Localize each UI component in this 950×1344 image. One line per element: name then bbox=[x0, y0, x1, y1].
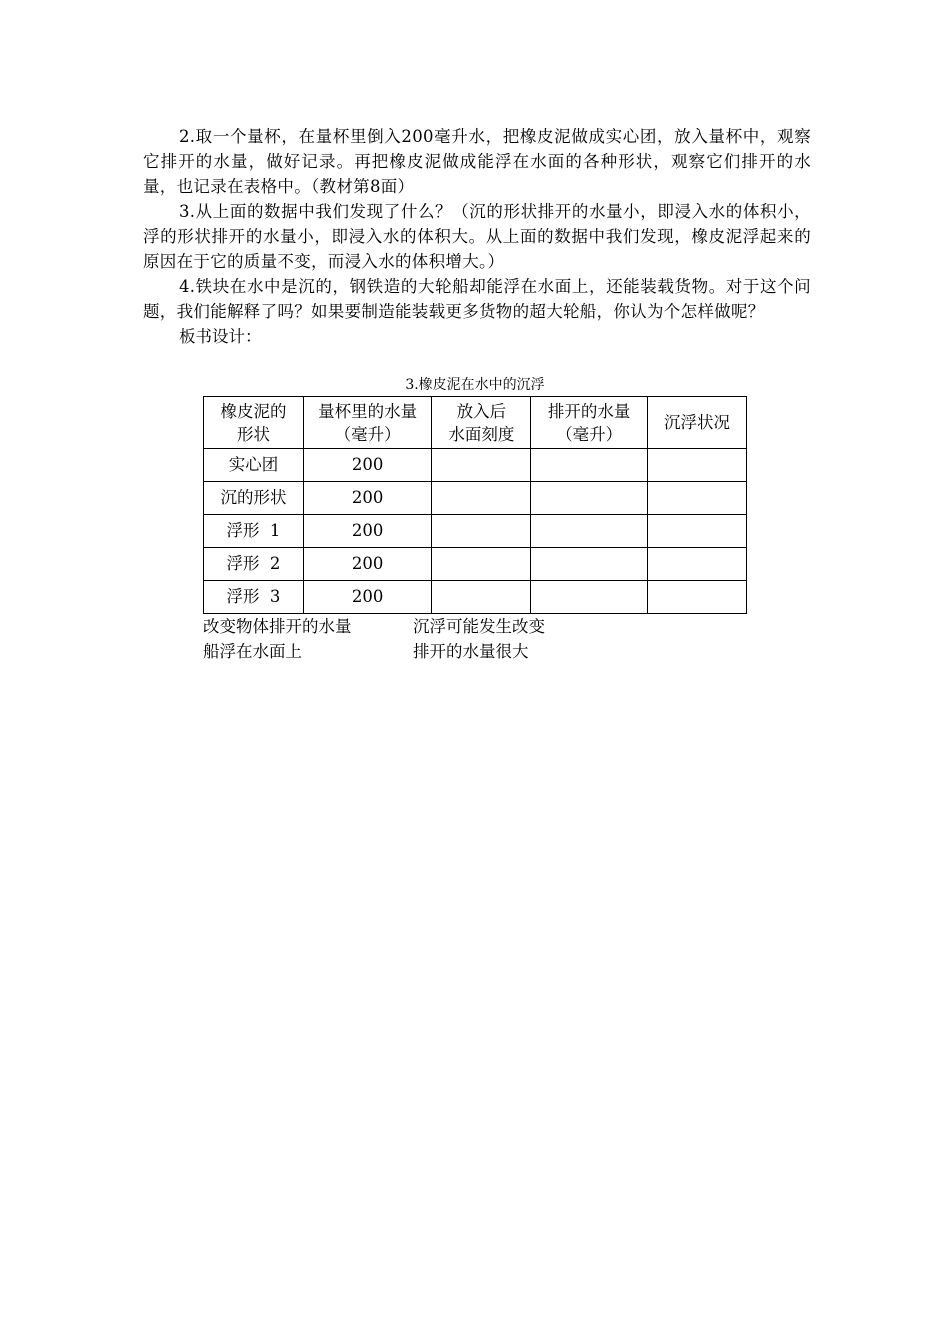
note-row bbox=[203, 639, 545, 664]
table-cell bbox=[432, 449, 531, 482]
header-water-in-cup bbox=[303, 397, 432, 449]
table-cell bbox=[648, 581, 747, 614]
note-cause: 改变物体排开的水量 bbox=[203, 617, 352, 636]
table-row bbox=[204, 449, 747, 482]
table-cell bbox=[531, 515, 648, 548]
table-cell: 浮形 3 bbox=[204, 581, 304, 614]
table-row bbox=[204, 482, 747, 515]
table-cell bbox=[432, 548, 531, 581]
table-cell bbox=[432, 482, 531, 515]
header-displaced-water bbox=[531, 397, 648, 449]
header-line: 量杯里的水量 bbox=[318, 401, 418, 421]
header-line: 橡皮泥的 bbox=[220, 401, 287, 421]
header-line: 形状 bbox=[236, 424, 270, 444]
paragraph-step-2: 2.取一个量杯，在量杯里倒入200毫升水，把橡皮泥做成实心团，放入量杯中，观察它排开的水量，做好记录。再把橡皮泥做成能浮在水面的各种形状，观察它们排开的水量，也记录在表格中。（教材第8面） bbox=[143, 127, 811, 196]
table-cell bbox=[648, 548, 747, 581]
header-line: 排开的水量 bbox=[547, 401, 631, 421]
table-row bbox=[204, 581, 747, 614]
header-line: 放入后 bbox=[456, 401, 507, 421]
table-cell: 200 bbox=[303, 482, 432, 515]
paragraph-step-4: 4.铁块在水中是沉的，钢铁造的大轮船却能浮在水面上，还能装载货物。对于这个问题，我们能解释了吗？如果要制造能装载更多货物的超大轮船，你认为个怎样做呢？ bbox=[143, 277, 811, 321]
table-cell bbox=[432, 581, 531, 614]
table-cell bbox=[648, 449, 747, 482]
table-cell bbox=[648, 482, 747, 515]
table-caption: 3.橡皮泥在水中的沉浮 bbox=[405, 377, 545, 393]
note-effect: 排开的水量很大 bbox=[413, 642, 529, 661]
table-cell: 200 bbox=[303, 449, 432, 482]
table-cell bbox=[432, 515, 531, 548]
table-cell: 200 bbox=[303, 581, 432, 614]
board-design-title: 板书设计： bbox=[179, 327, 262, 346]
table-cell: 200 bbox=[303, 548, 432, 581]
table-row bbox=[204, 548, 747, 581]
header-line: 沉浮状况 bbox=[664, 413, 731, 432]
table-row bbox=[204, 515, 747, 548]
header-water-level-after bbox=[432, 397, 531, 449]
data-table bbox=[203, 396, 747, 614]
table-cell: 200 bbox=[303, 515, 432, 548]
table-cell bbox=[648, 515, 747, 548]
table-cell bbox=[531, 548, 648, 581]
table-header-row bbox=[204, 397, 747, 449]
table-cell: 浮形 2 bbox=[204, 548, 304, 581]
note-row bbox=[203, 614, 545, 639]
note-effect: 沉浮可能发生改变 bbox=[413, 617, 545, 636]
table-cell: 实心团 bbox=[204, 449, 304, 482]
table-cell: 浮形 1 bbox=[204, 515, 304, 548]
table-cell bbox=[531, 482, 648, 515]
table-cell bbox=[531, 449, 648, 482]
header-sink-float-status bbox=[648, 397, 747, 449]
header-line: 水面刻度 bbox=[448, 424, 515, 444]
header-line: （毫升） bbox=[334, 424, 401, 444]
lesson-content bbox=[143, 124, 811, 349]
note-cause: 船浮在水面上 bbox=[203, 642, 302, 661]
table-cell bbox=[531, 581, 648, 614]
board-notes bbox=[203, 614, 545, 664]
table-cell: 沉的形状 bbox=[204, 482, 304, 515]
header-line: （毫升） bbox=[556, 424, 623, 444]
header-shape bbox=[204, 397, 304, 449]
paragraph-step-3: 3.从上面的数据中我们发现了什么？（沉的形状排开的水量小，即浸入水的体积小，浮的形状排开的水量小，即浸入水的体积大。从上面的数据中我们发现，橡皮泥浮起来的原因在于它的质量不变，而浸入水的体积增大。） bbox=[143, 202, 811, 271]
